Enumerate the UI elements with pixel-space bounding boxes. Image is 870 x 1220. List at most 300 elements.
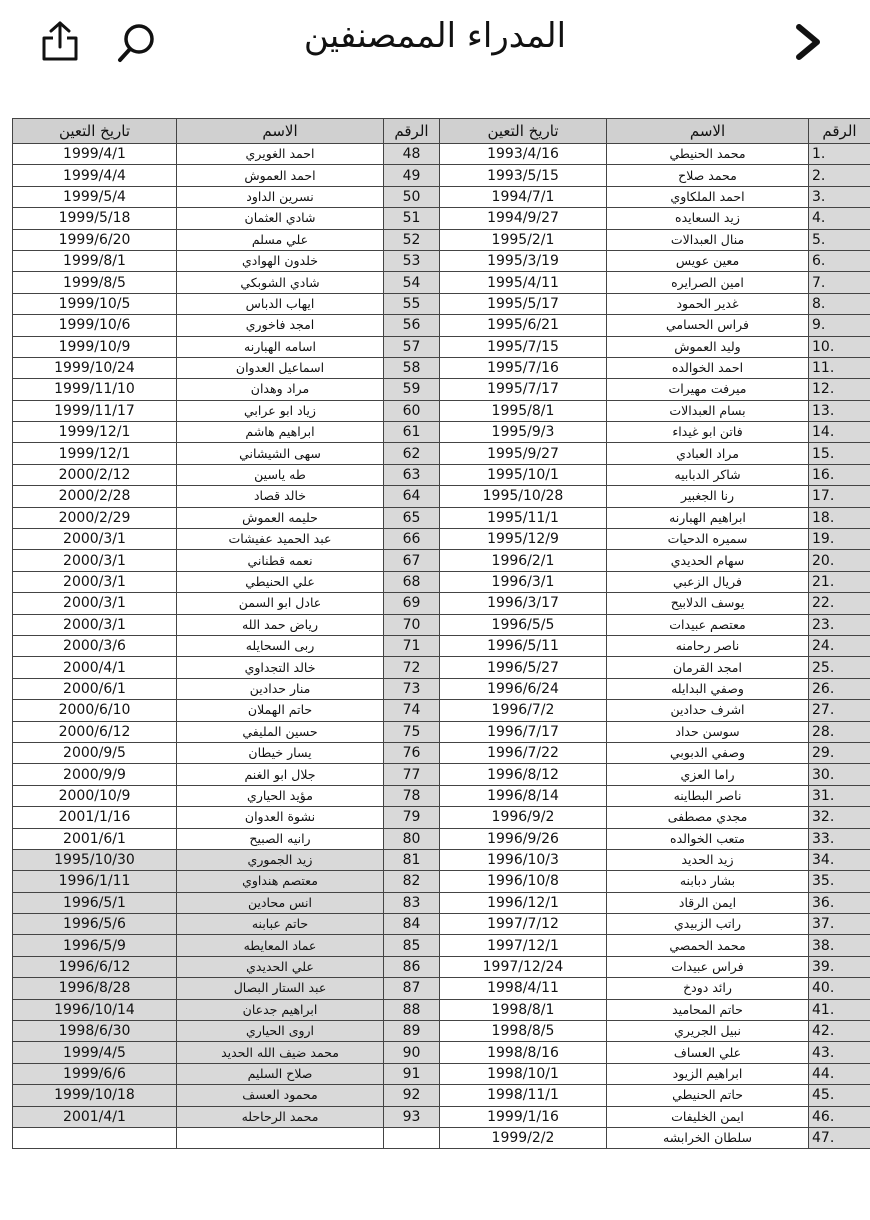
cell-right-name: فريال الزعبي — [607, 571, 809, 592]
cell-right-number: 40. — [809, 978, 870, 999]
cell-right-name: ناصر رحامنه — [607, 635, 809, 656]
cell-left-number: 78 — [384, 785, 440, 806]
cell-right-number: 17. — [809, 486, 870, 507]
cell-left-name: حاتم عبابنه — [177, 914, 384, 935]
table-row — [13, 999, 870, 1020]
table-row — [13, 186, 870, 207]
cell-left-date: 2000/6/12 — [13, 721, 177, 742]
cell-left-date: 2000/4/1 — [13, 657, 177, 678]
cell-right-date: 1999/2/2 — [440, 1127, 607, 1148]
table-row — [13, 614, 870, 635]
cell-left-name: خالد التجداوي — [177, 657, 384, 678]
cell-left-date: 2000/3/1 — [13, 593, 177, 614]
header-right-name: الاسم — [607, 119, 809, 144]
cell-left-name: جلال ابو الغنم — [177, 764, 384, 785]
cell-left-name: نسرين الداود — [177, 186, 384, 207]
cell-left-number: 50 — [384, 186, 440, 207]
cell-right-number: 12. — [809, 379, 870, 400]
table-row — [13, 892, 870, 913]
cell-left-date: 2000/6/1 — [13, 678, 177, 699]
cell-right-name: سوسن حداد — [607, 721, 809, 742]
cell-left-number: 51 — [384, 208, 440, 229]
cell-left-date: 1996/5/1 — [13, 892, 177, 913]
cell-left-date: 1999/4/4 — [13, 165, 177, 186]
cell-right-name: ابراهيم الهبارنه — [607, 507, 809, 528]
cell-left-number: 91 — [384, 1063, 440, 1084]
cell-left-number: 70 — [384, 614, 440, 635]
cell-right-number: 9. — [809, 315, 870, 336]
table-row — [13, 764, 870, 785]
cell-left-name: محمد الرحاحله — [177, 1106, 384, 1127]
table-row — [13, 956, 870, 977]
cell-right-number: 15. — [809, 443, 870, 464]
cell-right-name: سلطان الخرابشه — [607, 1127, 809, 1148]
cell-right-date: 1998/11/1 — [440, 1085, 607, 1106]
cell-right-date: 1996/8/12 — [440, 764, 607, 785]
cell-right-date: 1995/10/28 — [440, 486, 607, 507]
cell-left-date: 2000/2/28 — [13, 486, 177, 507]
cell-left-date: 2000/3/1 — [13, 571, 177, 592]
cell-right-date: 1995/9/27 — [440, 443, 607, 464]
cell-left-number: 87 — [384, 978, 440, 999]
table-row — [13, 1042, 870, 1063]
cell-left-name: علي الحديدي — [177, 956, 384, 977]
cell-right-name: محمد الحمصي — [607, 935, 809, 956]
cell-left-name: اسماعيل العدوان — [177, 357, 384, 378]
cell-right-number: 41. — [809, 999, 870, 1020]
cell-left-date: 1999/11/10 — [13, 379, 177, 400]
cell-left-date: 1999/10/6 — [13, 315, 177, 336]
cell-right-date: 1995/12/9 — [440, 529, 607, 550]
cell-right-name: وصفي الدبوبي — [607, 742, 809, 763]
cell-right-number: 34. — [809, 849, 870, 870]
table-row — [13, 571, 870, 592]
cell-right-number: 23. — [809, 614, 870, 635]
cell-left-name: نعمه قطناني — [177, 550, 384, 571]
cell-right-name: بشار دبابنه — [607, 871, 809, 892]
cell-left-date: 1996/6/12 — [13, 956, 177, 977]
cell-left-number: 82 — [384, 871, 440, 892]
header-left-number: الرقم — [384, 119, 440, 144]
cell-right-name: فاتن ابو غيداء — [607, 422, 809, 443]
cell-left-name: احمد العموش — [177, 165, 384, 186]
cell-left-number: 81 — [384, 849, 440, 870]
cell-right-date: 1997/12/1 — [440, 935, 607, 956]
cell-left-number: 65 — [384, 507, 440, 528]
cell-right-number: 44. — [809, 1063, 870, 1084]
cell-right-number: 3. — [809, 186, 870, 207]
cell-right-name: فراس الحسامي — [607, 315, 809, 336]
cell-right-number: 28. — [809, 721, 870, 742]
cell-right-number: 22. — [809, 593, 870, 614]
table-row — [13, 635, 870, 656]
cell-right-date: 1996/5/11 — [440, 635, 607, 656]
cell-left-name: حليمه العموش — [177, 507, 384, 528]
cell-left-name: رياض حمد الله — [177, 614, 384, 635]
cell-left-date: 2000/9/5 — [13, 742, 177, 763]
cell-right-name: وصفي البدايله — [607, 678, 809, 699]
cell-left-name: ربى السحايله — [177, 635, 384, 656]
table-row — [13, 400, 870, 421]
cell-right-name: محمد صلاح — [607, 165, 809, 186]
cell-left-date: 2001/4/1 — [13, 1106, 177, 1127]
cell-right-name: راتب الزبيدي — [607, 914, 809, 935]
cell-right-name: شاكر الدبابيه — [607, 464, 809, 485]
cell-right-date: 1998/8/1 — [440, 999, 607, 1020]
cell-left-date: 1996/8/28 — [13, 978, 177, 999]
cell-left-number: 61 — [384, 422, 440, 443]
cell-right-number: 13. — [809, 400, 870, 421]
cell-right-date: 1996/12/1 — [440, 892, 607, 913]
cell-right-date: 1995/9/3 — [440, 422, 607, 443]
cell-right-number: 36. — [809, 892, 870, 913]
cell-left-number: 64 — [384, 486, 440, 507]
cell-left-number: 68 — [384, 571, 440, 592]
cell-left-name: ابراهيم جدعان — [177, 999, 384, 1020]
cell-right-number: 35. — [809, 871, 870, 892]
cell-right-number: 11. — [809, 357, 870, 378]
table-row — [13, 914, 870, 935]
cell-right-date: 1996/8/14 — [440, 785, 607, 806]
cell-right-number: 32. — [809, 807, 870, 828]
cell-right-date: 1995/7/16 — [440, 357, 607, 378]
cell-right-number: 42. — [809, 1021, 870, 1042]
cell-right-number: 1. — [809, 144, 870, 165]
cell-right-number: 43. — [809, 1042, 870, 1063]
table-row — [13, 529, 870, 550]
cell-right-date: 1995/7/15 — [440, 336, 607, 357]
cell-left-date: 1999/10/5 — [13, 293, 177, 314]
cell-right-name: امين الصرايره — [607, 272, 809, 293]
cell-left-number: 67 — [384, 550, 440, 571]
cell-left-date: 2000/9/9 — [13, 764, 177, 785]
top-bar — [0, 0, 870, 90]
cell-right-number: 27. — [809, 700, 870, 721]
cell-left-number: 63 — [384, 464, 440, 485]
cell-left-name: اسامه الهبارنه — [177, 336, 384, 357]
cell-left-date: 1995/10/30 — [13, 849, 177, 870]
table-row — [13, 357, 870, 378]
table-row — [13, 507, 870, 528]
cell-left-date: 1999/10/9 — [13, 336, 177, 357]
cell-left-number: 76 — [384, 742, 440, 763]
cell-right-date: 1995/4/11 — [440, 272, 607, 293]
cell-right-name: منال العبدالات — [607, 229, 809, 250]
cell-right-number: 31. — [809, 785, 870, 806]
page-title: المدراء الممصنفين — [303, 16, 567, 56]
cell-left-number: 66 — [384, 529, 440, 550]
table-row — [13, 657, 870, 678]
cell-left-number: 48 — [384, 144, 440, 165]
cell-left-number: 53 — [384, 250, 440, 271]
cell-right-date: 1996/9/26 — [440, 828, 607, 849]
cell-right-date: 1998/8/5 — [440, 1021, 607, 1042]
cell-left-number: 80 — [384, 828, 440, 849]
cell-left-date: 1996/1/11 — [13, 871, 177, 892]
cell-left-number: 73 — [384, 678, 440, 699]
cell-right-name: زيد السعايده — [607, 208, 809, 229]
table-row — [13, 849, 870, 870]
cell-right-date: 1996/7/2 — [440, 700, 607, 721]
cell-right-number: 18. — [809, 507, 870, 528]
table-row — [13, 144, 870, 165]
cell-right-name: زيد الحديد — [607, 849, 809, 870]
cell-left-number: 89 — [384, 1021, 440, 1042]
table-row — [13, 1127, 870, 1148]
table-row — [13, 700, 870, 721]
cell-left-date: 1999/8/5 — [13, 272, 177, 293]
cell-left-name: زيد الجموري — [177, 849, 384, 870]
cell-left-date: 2000/2/29 — [13, 507, 177, 528]
cell-right-date: 1994/7/1 — [440, 186, 607, 207]
cell-left-name: نشوة العدوان — [177, 807, 384, 828]
cell-right-name: رنا الجغبير — [607, 486, 809, 507]
cell-right-number: 29. — [809, 742, 870, 763]
cell-left-number: 84 — [384, 914, 440, 935]
cell-left-name: زياد ابو عرابي — [177, 400, 384, 421]
cell-right-date: 1994/9/27 — [440, 208, 607, 229]
cell-right-date: 1995/3/19 — [440, 250, 607, 271]
table-header-row — [13, 119, 870, 144]
cell-left-date: 1999/8/1 — [13, 250, 177, 271]
cell-left-name: خالد قصاد — [177, 486, 384, 507]
cell-right-number: 2. — [809, 165, 870, 186]
cell-right-name: راما العزي — [607, 764, 809, 785]
cell-right-number: 38. — [809, 935, 870, 956]
cell-right-name: معتصم عبيدات — [607, 614, 809, 635]
table-row — [13, 1063, 870, 1084]
cell-right-number: 16. — [809, 464, 870, 485]
cell-left-name: عادل ابو السمن — [177, 593, 384, 614]
table-row — [13, 721, 870, 742]
table-row — [13, 272, 870, 293]
cell-left-name: انس محادين — [177, 892, 384, 913]
table-row — [13, 785, 870, 806]
table-row — [13, 550, 870, 571]
cell-right-date: 1995/10/1 — [440, 464, 607, 485]
header-right-number: الرقم — [809, 119, 870, 144]
cell-right-name: حاتم المحاميد — [607, 999, 809, 1020]
cell-left-date: 2000/10/9 — [13, 785, 177, 806]
cell-left-date: 1996/5/6 — [13, 914, 177, 935]
cell-left-number: 79 — [384, 807, 440, 828]
cell-right-date: 1995/2/1 — [440, 229, 607, 250]
cell-right-date: 1996/10/3 — [440, 849, 607, 870]
cell-right-name: محمد الحنيطي — [607, 144, 809, 165]
cell-left-date: 2000/3/1 — [13, 614, 177, 635]
cell-left-date: 2001/1/16 — [13, 807, 177, 828]
cell-right-date: 1995/6/21 — [440, 315, 607, 336]
cell-right-number: 21. — [809, 571, 870, 592]
cell-right-number: 19. — [809, 529, 870, 550]
cell-left-name: حسين المليفي — [177, 721, 384, 742]
cell-right-date: 1996/3/1 — [440, 571, 607, 592]
cell-right-name: احمد الملكاوي — [607, 186, 809, 207]
managers-table — [12, 118, 870, 1149]
cell-left-name: شادي العثمان — [177, 208, 384, 229]
cell-left-date: 2000/3/1 — [13, 550, 177, 571]
cell-right-name: ايمن الخليفات — [607, 1106, 809, 1127]
cell-left-number: 62 — [384, 443, 440, 464]
cell-right-name: غدير الحمود — [607, 293, 809, 314]
cell-right-number: 45. — [809, 1085, 870, 1106]
cell-left-date: 1999/10/24 — [13, 357, 177, 378]
table-row — [13, 422, 870, 443]
cell-left-name — [177, 1127, 384, 1148]
table-row — [13, 315, 870, 336]
table-row — [13, 336, 870, 357]
cell-right-date: 1993/5/15 — [440, 165, 607, 186]
cell-left-number: 57 — [384, 336, 440, 357]
cell-left-number: 88 — [384, 999, 440, 1020]
cell-right-name: يوسف الدلابيح — [607, 593, 809, 614]
cell-right-date: 1995/5/17 — [440, 293, 607, 314]
cell-left-name: علي مسلم — [177, 229, 384, 250]
cell-right-date: 1997/7/12 — [440, 914, 607, 935]
cell-right-name: نبيل الجريري — [607, 1021, 809, 1042]
cell-left-date: 2000/2/12 — [13, 464, 177, 485]
table-row — [13, 742, 870, 763]
cell-right-number: 39. — [809, 956, 870, 977]
cell-left-date: 2001/6/1 — [13, 828, 177, 849]
cell-right-name: متعب الخوالده — [607, 828, 809, 849]
cell-left-name: احمد الغويري — [177, 144, 384, 165]
cell-left-number: 69 — [384, 593, 440, 614]
cell-left-name: اروى الحياري — [177, 1021, 384, 1042]
cell-left-name: ابراهيم هاشم — [177, 422, 384, 443]
cell-left-number: 92 — [384, 1085, 440, 1106]
cell-right-name: حاتم الحنيطي — [607, 1085, 809, 1106]
cell-left-number: 72 — [384, 657, 440, 678]
table-row — [13, 935, 870, 956]
cell-right-name: ميرفت مهيرات — [607, 379, 809, 400]
cell-right-date: 1996/9/2 — [440, 807, 607, 828]
cell-left-date: 1999/4/5 — [13, 1042, 177, 1063]
cell-right-number: 10. — [809, 336, 870, 357]
cell-right-number: 14. — [809, 422, 870, 443]
cell-right-number: 47. — [809, 1127, 870, 1148]
cell-left-name: محمود العسف — [177, 1085, 384, 1106]
cell-left-name: ايهاب الدباس — [177, 293, 384, 314]
cell-left-number: 93 — [384, 1106, 440, 1127]
cell-left-number: 54 — [384, 272, 440, 293]
cell-right-date: 1995/11/1 — [440, 507, 607, 528]
cell-left-name: عماد المعايطه — [177, 935, 384, 956]
cell-right-name: امجد القرمان — [607, 657, 809, 678]
cell-left-date: 1999/10/18 — [13, 1085, 177, 1106]
cell-left-number: 77 — [384, 764, 440, 785]
cell-left-date: 2000/3/1 — [13, 529, 177, 550]
cell-left-date: 2000/3/6 — [13, 635, 177, 656]
table-row — [13, 443, 870, 464]
cell-left-number: 75 — [384, 721, 440, 742]
cell-right-date: 1997/12/24 — [440, 956, 607, 977]
cell-left-date — [13, 1127, 177, 1148]
cell-right-date: 1996/2/1 — [440, 550, 607, 571]
cell-left-number: 85 — [384, 935, 440, 956]
cell-right-number: 24. — [809, 635, 870, 656]
cell-right-date: 1996/7/17 — [440, 721, 607, 742]
cell-left-name: خلدون الهوادي — [177, 250, 384, 271]
table-row — [13, 1021, 870, 1042]
cell-left-date: 1999/5/4 — [13, 186, 177, 207]
cell-left-name: شادي الشوبكي — [177, 272, 384, 293]
header-right-date: تاريخ التعين — [440, 119, 607, 144]
cell-right-number: 5. — [809, 229, 870, 250]
table-row — [13, 1085, 870, 1106]
cell-left-date: 2000/6/10 — [13, 700, 177, 721]
header-left-name: الاسم — [177, 119, 384, 144]
cell-right-name: سهام الحديدي — [607, 550, 809, 571]
cell-right-number: 4. — [809, 208, 870, 229]
cell-left-name: حاتم الهملان — [177, 700, 384, 721]
cell-left-number: 56 — [384, 315, 440, 336]
cell-right-name: ايمن الرقاد — [607, 892, 809, 913]
cell-left-date: 1999/12/1 — [13, 443, 177, 464]
cell-left-name: صلاح السليم — [177, 1063, 384, 1084]
table-row — [13, 293, 870, 314]
cell-right-name: ناصر البطاينه — [607, 785, 809, 806]
cell-right-name: مجدي مصطفى — [607, 807, 809, 828]
cell-right-name: ابراهيم الزيود — [607, 1063, 809, 1084]
cell-left-name: عبد الحميد عفيشات — [177, 529, 384, 550]
cell-right-number: 46. — [809, 1106, 870, 1127]
cell-right-date: 1998/8/16 — [440, 1042, 607, 1063]
cell-left-name: يسار خيطان — [177, 742, 384, 763]
table-row — [13, 807, 870, 828]
chevron-right-icon[interactable] — [790, 22, 826, 62]
cell-right-date: 1996/10/8 — [440, 871, 607, 892]
cell-right-number: 6. — [809, 250, 870, 271]
cell-left-number: 74 — [384, 700, 440, 721]
table-row — [13, 593, 870, 614]
table-row — [13, 978, 870, 999]
table-row — [13, 1106, 870, 1127]
cell-left-number: 55 — [384, 293, 440, 314]
cell-right-number: 26. — [809, 678, 870, 699]
cell-right-number: 33. — [809, 828, 870, 849]
cell-left-number: 58 — [384, 357, 440, 378]
table-row — [13, 165, 870, 186]
cell-left-name: مراد وهدان — [177, 379, 384, 400]
cell-left-name: معتصم هنداوي — [177, 871, 384, 892]
cell-left-name: سهى الشيشاني — [177, 443, 384, 464]
cell-left-number: 60 — [384, 400, 440, 421]
cell-right-date: 1995/7/17 — [440, 379, 607, 400]
table-row — [13, 871, 870, 892]
cell-left-name: امجد فاخوري — [177, 315, 384, 336]
cell-left-number: 52 — [384, 229, 440, 250]
cell-right-number: 7. — [809, 272, 870, 293]
cell-right-date: 1999/1/16 — [440, 1106, 607, 1127]
cell-right-date: 1996/5/27 — [440, 657, 607, 678]
table-row — [13, 379, 870, 400]
table-row — [13, 229, 870, 250]
cell-right-number: 25. — [809, 657, 870, 678]
cell-right-name: علي العساف — [607, 1042, 809, 1063]
cell-right-name: وليد العموش — [607, 336, 809, 357]
table-row — [13, 250, 870, 271]
cell-right-date: 1995/8/1 — [440, 400, 607, 421]
cell-right-date: 1996/7/22 — [440, 742, 607, 763]
cell-left-date: 1999/6/20 — [13, 229, 177, 250]
cell-left-date: 1998/6/30 — [13, 1021, 177, 1042]
cell-left-number: 90 — [384, 1042, 440, 1063]
cell-right-date: 1998/4/11 — [440, 978, 607, 999]
cell-left-name: طه ياسين — [177, 464, 384, 485]
cell-left-number: 59 — [384, 379, 440, 400]
cell-left-name: مؤيد الحياري — [177, 785, 384, 806]
